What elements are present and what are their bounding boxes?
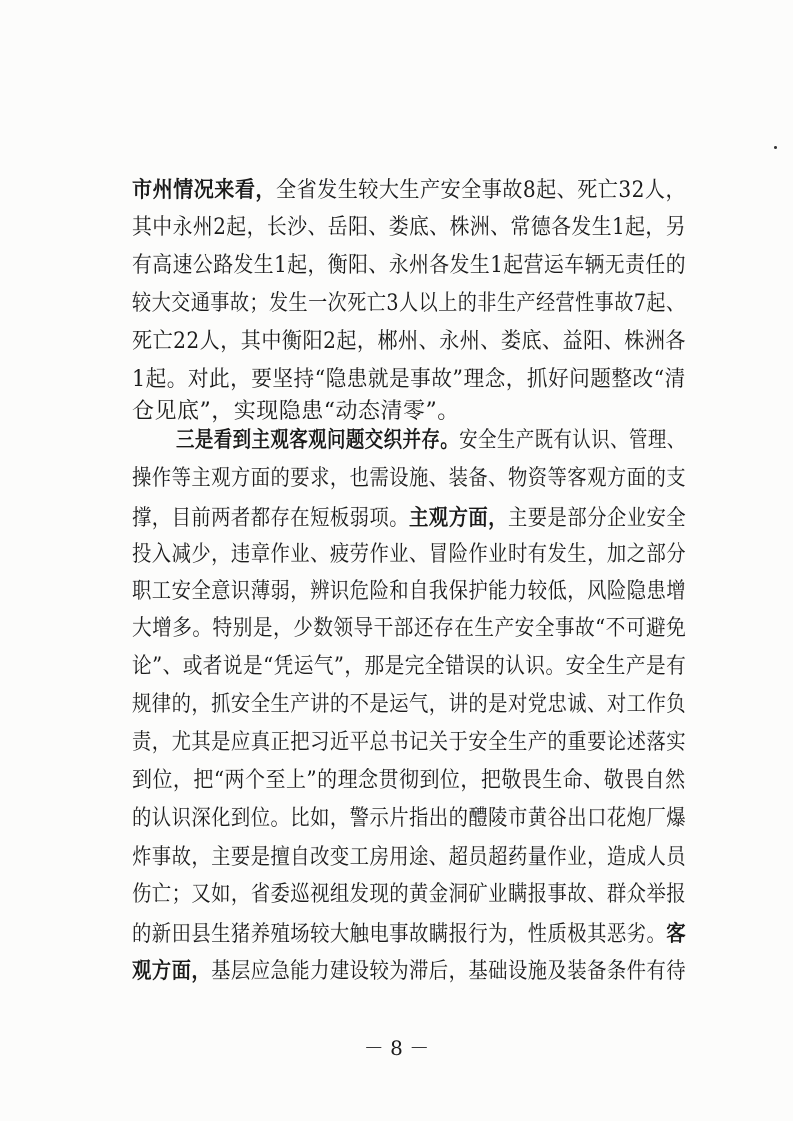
text-line bbox=[132, 248, 686, 284]
text-run: 规律的，抓安全生产讲的不是运气，讲的是对党忠诚、对工作负 bbox=[132, 692, 687, 717]
bold-run: 客 bbox=[666, 921, 687, 947]
text-run: 职工安全意识薄弱，辨识危险和自我保护能力较低，风险隐患增 bbox=[132, 579, 687, 604]
text-run: 的新田县生猪养殖场较大触电事故瞒报行为，性质极其恶劣。 bbox=[132, 922, 667, 947]
text-line bbox=[132, 953, 686, 989]
text-run: 伤亡；又如，省委巡视组发现的黄金洞矿业瞒报事故、群众举报 bbox=[132, 882, 687, 907]
bold-run: 观方面， bbox=[132, 958, 212, 984]
text-run: 的认识深化到位。比如，警示片指出的醴陵市黄谷出口花炮厂爆 bbox=[132, 806, 687, 831]
text-line bbox=[132, 286, 686, 322]
text-line bbox=[132, 649, 686, 685]
text-line bbox=[132, 574, 686, 610]
text-line bbox=[132, 916, 686, 952]
text-line bbox=[132, 324, 686, 360]
text-run: 较大交通事故；发生一次死亡3人以上的非生产经营性事故7起、 bbox=[132, 291, 686, 316]
text-run: 撑，目前两者都存在短板弱项。 bbox=[132, 506, 410, 531]
text-run: 全省发生较大生产安全事故8起、死亡32人， bbox=[276, 178, 687, 203]
text-run: 大增多。特别是，少数领导干部还存在生产安全事故“不可避免 bbox=[132, 616, 687, 641]
text-line bbox=[132, 725, 686, 761]
text-run: 责，尤其是应真正把习近平总书记关于安全生产的重要论述落实 bbox=[132, 730, 687, 755]
page-number: － 8 － bbox=[363, 1036, 430, 1060]
text-line bbox=[132, 801, 686, 837]
text-run: 死亡22人，其中衡阳2起，郴州、永州、娄底、益阳、株洲各 bbox=[132, 329, 687, 354]
text-line bbox=[132, 840, 686, 876]
text-line bbox=[132, 537, 686, 573]
text-run: 操作等主观方面的要求，也需设施、装备、物资等客观方面的支 bbox=[132, 466, 687, 491]
text-line bbox=[132, 362, 686, 398]
text-run: 炸事故，主要是擅自改变工房用途、超员超药量作业，造成人员 bbox=[132, 845, 687, 870]
text-run: 仓见底”，实现隐患“动态清零”。 bbox=[132, 399, 460, 424]
text-run: 基层应急能力建设较为滞后，基础设施及装备条件有待 bbox=[211, 959, 687, 984]
text-line bbox=[132, 461, 686, 497]
text-run: 安全生产既有认识、管理、 bbox=[459, 428, 686, 453]
text-run: 主要是部分企业安全 bbox=[507, 506, 687, 531]
text-line bbox=[132, 210, 686, 246]
text-line bbox=[132, 172, 686, 208]
text-run: 有高速公路发生1起，衡阳、永州各发生1起营运车辆无责任的 bbox=[132, 253, 687, 278]
text-run: 其中永州2起，长沙、岳阳、娄底、株洲、常德各发生1起，另 bbox=[132, 215, 687, 240]
text-line bbox=[132, 500, 686, 536]
text-run: 到位，把“两个至上”的理念贯彻到位，把敬畏生命、敬畏自然 bbox=[132, 768, 686, 793]
text-run: 论”、或者说是“凭运气”，那是完全错误的认识。安全生产是有 bbox=[132, 654, 687, 679]
text-line bbox=[132, 763, 686, 799]
text-run: 投入减少，违章作业、疲劳作业、冒险作业时有发生，加之部分 bbox=[132, 542, 687, 567]
text-line bbox=[132, 687, 686, 723]
text-line bbox=[176, 422, 686, 458]
text-line bbox=[132, 877, 686, 913]
text-line bbox=[132, 611, 686, 647]
bold-run: 三是看到主观客观问题交织并存。 bbox=[176, 427, 460, 453]
bold-run: 主观方面， bbox=[409, 505, 508, 531]
scan-speck bbox=[774, 146, 777, 149]
bold-run: 市州情况来看， bbox=[132, 177, 277, 203]
text-run: 1起。对此，要坚持“隐患就是事故”理念，抓好问题整改“清 bbox=[132, 367, 686, 392]
